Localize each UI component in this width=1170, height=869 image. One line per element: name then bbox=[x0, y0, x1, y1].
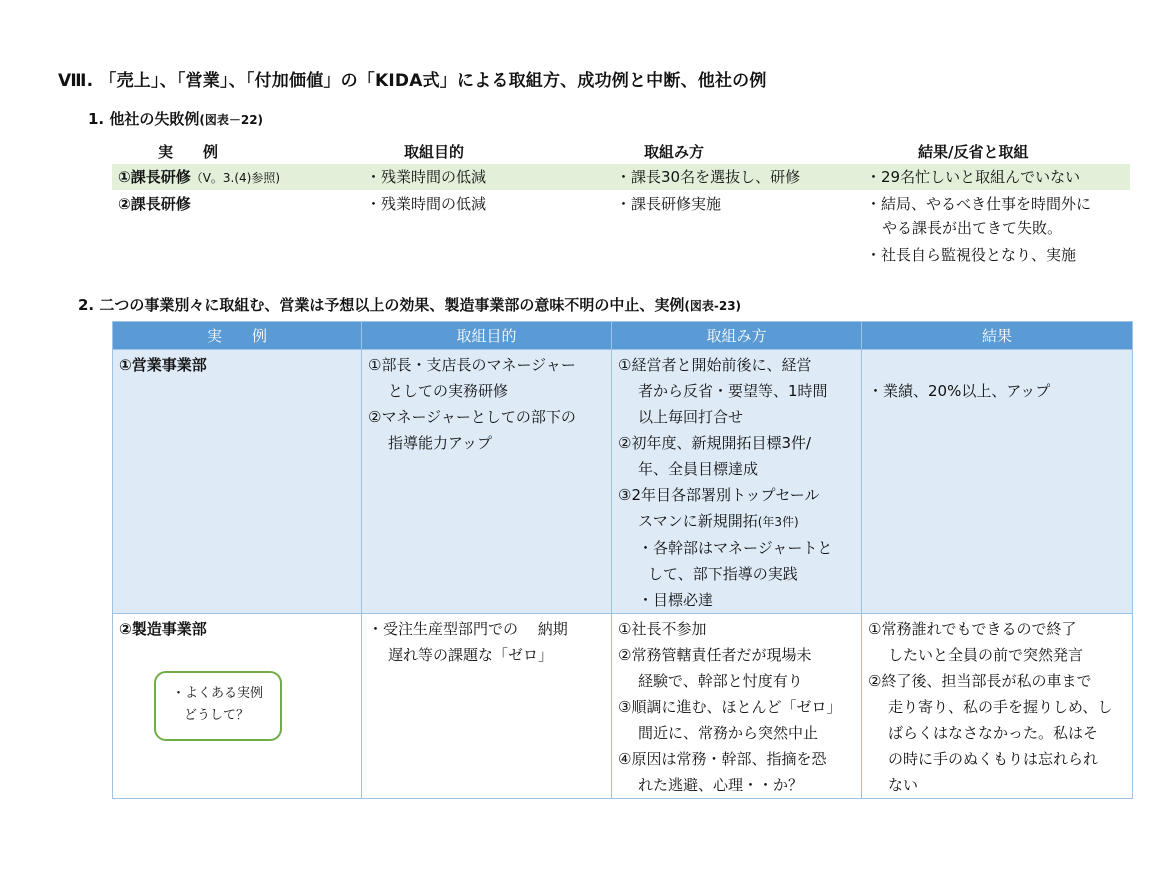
table-row bbox=[113, 350, 1133, 614]
t2-row1-method-line: ③2年目各部署別トップセール bbox=[618, 486, 820, 504]
t2-row1-method bbox=[612, 350, 862, 614]
t2-row2-result-line: の時に手のぬくもりは忘れられ bbox=[888, 750, 1099, 768]
t2-row1-purpose bbox=[362, 350, 612, 614]
t2-row1-method-line: ①経営者と開始前後に、経営 bbox=[618, 356, 812, 374]
t2-row1-example bbox=[113, 350, 362, 614]
t2-row2-method bbox=[612, 614, 862, 799]
t2-row2-method-line: 間近に、常務から突然中止 bbox=[638, 724, 819, 742]
t2-row1-purpose-line: 指導能力アップ bbox=[388, 434, 492, 452]
t1-row1-method: ・課長30名を選抜し、研修 bbox=[616, 168, 801, 186]
note-callout bbox=[154, 671, 282, 741]
t2-row2-result-line: したいと全員の前で突然発言 bbox=[888, 646, 1084, 664]
t2-row2-method-line: 経験で、幹部と忖度有り bbox=[638, 672, 803, 690]
section1-title bbox=[88, 108, 263, 129]
section1-title-text: 1. 他社の失敗例 bbox=[88, 110, 200, 128]
t1-row2-result-line2: やる課長が出てきて失敗。 bbox=[882, 219, 1063, 237]
t1-row1-result: ・29名忙しいと取組んでいない bbox=[866, 168, 1081, 186]
t2-row2-purpose bbox=[362, 614, 612, 799]
t2-row2-method-line: ③順調に進む、ほとんど「ゼロ」 bbox=[618, 698, 842, 716]
t2-row1-method-text: スマンに新規開拓 bbox=[638, 512, 758, 530]
t2-header-example: 実 例 bbox=[113, 322, 362, 350]
t2-row1-method-note: (年3件) bbox=[757, 515, 799, 529]
t2-row1-purpose-line: ②マネージャーとしての部下の bbox=[368, 408, 576, 426]
t2-row1-method-line: 年、全員目標達成 bbox=[638, 460, 759, 478]
t2-row1-example-label: ①営業事業部 bbox=[119, 356, 207, 374]
t1-row2-purpose: ・残業時間の低減 bbox=[366, 195, 487, 213]
t1-row2-example-label: ②課長研修 bbox=[118, 195, 191, 213]
t2-row1-method-line: ・目標必達 bbox=[638, 591, 714, 609]
t2-row1-method-line: ・各幹部はマネージャートと bbox=[638, 539, 833, 557]
note-line: ・よくある実例 bbox=[172, 686, 264, 701]
t2-row2-example-label: ②製造事業部 bbox=[119, 620, 207, 638]
page-title: Ⅷ. 「売上」、「営業」、「付加価値」の「KIDA式」による取組方、成功例と中断、他社の例 bbox=[58, 71, 767, 91]
t2-row1-result-line: ・業績、20%以上、アップ bbox=[868, 382, 1051, 400]
t1-row2-method: ・課長研修実施 bbox=[616, 195, 722, 213]
t2-row2-result bbox=[862, 614, 1133, 799]
t1-row1-example-label: ①課長研修 bbox=[118, 168, 191, 186]
t2-row1-method-line: ②初年度、新規開拓目標3件/ bbox=[618, 434, 812, 452]
t1-row2-result-line1: ・結局、やるべき仕事を時間外に bbox=[866, 195, 1092, 213]
t2-row2-result-line: 走り寄り、私の手を握りしめ、し bbox=[888, 698, 1113, 716]
t2-header-result: 結果 bbox=[862, 322, 1133, 350]
t2-row2-result-line: ②終了後、担当部長が私の車まで bbox=[868, 672, 1092, 690]
t1-header-result: 結果/反省と取組 bbox=[918, 143, 1029, 161]
t1-header-example: 実 例 bbox=[158, 143, 219, 161]
t2-row1-method-line bbox=[618, 508, 855, 535]
t2-row1-result bbox=[862, 350, 1133, 614]
t2-row2-result-line: ばらくはなさなかった。私はそ bbox=[888, 724, 1099, 742]
t2-row2-result-line: ①常務誰れでもできるので終了 bbox=[868, 620, 1077, 638]
t2-row2-method-line: ②常務管轄責任者だが現場未 bbox=[618, 646, 812, 664]
section2-title bbox=[78, 294, 741, 315]
t2-row2-method-line: れた逃避、心理・・か？ bbox=[638, 776, 804, 794]
t2-row1-purpose-line: ①部長・支店長のマネージャー bbox=[368, 356, 576, 374]
t1-row2-example bbox=[118, 192, 191, 216]
t2-row2-purpose-line: ・受注生産型部門での 納期 bbox=[368, 620, 568, 638]
table-header-row bbox=[113, 322, 1133, 350]
section1-figure-note: (図表－22) bbox=[199, 113, 264, 127]
t2-row2-result-line: ない bbox=[888, 776, 919, 794]
t1-header-method: 取組み方 bbox=[644, 143, 705, 161]
section2-figure-note: (図表-23) bbox=[684, 299, 742, 313]
t2-row1-method-line: 者から反省・要望等、1時間 bbox=[638, 382, 828, 400]
t2-row2-method-line: ④原因は常務・幹部、指摘を恐 bbox=[618, 750, 827, 768]
t2-row1-method-line: 以上毎回打合せ bbox=[638, 408, 744, 426]
t1-row1-example-note: （Ⅴ。3.(4)参照) bbox=[190, 171, 281, 185]
t1-row1-example bbox=[118, 165, 280, 190]
t2-header-purpose: 取組目的 bbox=[362, 322, 612, 350]
t2-row2-method-line: ①社長不参加 bbox=[618, 620, 707, 638]
t2-row2-purpose-line: 遅れ等の課題な「ゼロ」 bbox=[388, 646, 554, 664]
t2-row1-purpose-line: としての実務研修 bbox=[388, 382, 509, 400]
section2-title-text: 2. 二つの事業別々に取組む、営業は予想以上の効果、製造事業部の意味不明の中止、実例 bbox=[78, 296, 685, 314]
t2-row1-method-line: して、部下指導の実践 bbox=[648, 565, 798, 583]
note-line: どうして？ bbox=[184, 708, 250, 723]
t1-header-purpose: 取組目的 bbox=[404, 143, 465, 161]
t2-header-method: 取組み方 bbox=[612, 322, 862, 350]
t1-row2-result-line3: ・社長自ら監視役となり、実施 bbox=[866, 246, 1077, 264]
t1-row1-purpose: ・残業時間の低減 bbox=[366, 168, 487, 186]
